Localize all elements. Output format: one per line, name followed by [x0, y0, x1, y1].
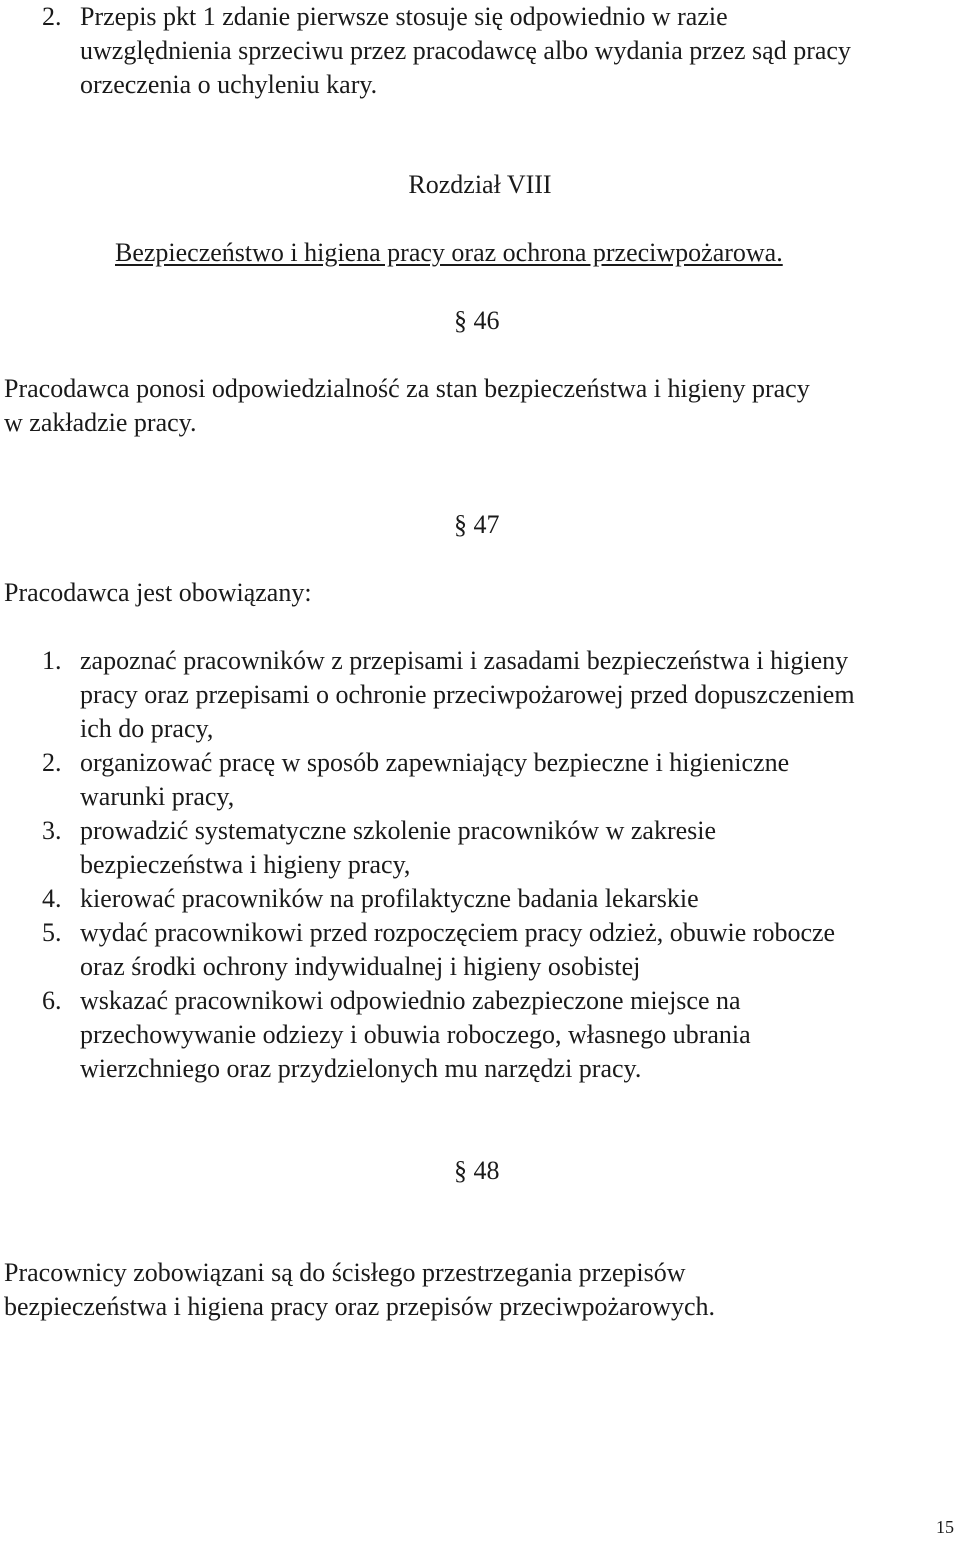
section-46-text-line: w zakładzie pracy.: [4, 408, 197, 437]
text-line: zapoznać pracowników z przepisami i zasadami bezpieczeństwa i higieny: [80, 646, 849, 675]
text-line: uwzględnienia sprzeciwu przez pracodawcę albo wydania przez sąd pracy: [80, 36, 851, 65]
text-line: warunki pracy,: [80, 782, 235, 811]
list-item-number: 4.: [42, 884, 62, 913]
list-item-text: [80, 644, 960, 746]
list-item-text: [80, 882, 960, 916]
list-item-number: 5.: [42, 918, 62, 947]
text-line: bezpieczeństwa i higieny pracy,: [80, 850, 411, 879]
text-line: prowadzić systematyczne szkolenie pracowników w zakresie: [80, 816, 717, 845]
chapter-heading: Rozdział VIII: [408, 170, 552, 199]
text-line: kierować pracowników na profilaktyczne badania lekarskie: [80, 884, 699, 913]
page-number: 15: [936, 1517, 954, 1537]
text-line: pracy oraz przepisami o ochronie przeciwpożarowej przed dopuszczeniem: [80, 680, 855, 709]
text-line: orzeczenia o uchyleniu kary.: [80, 70, 378, 99]
list-item-text: [80, 814, 960, 882]
section-48-text-line: bezpieczeństwa i higiena pracy oraz przepisów przeciwpożarowych.: [4, 1292, 716, 1321]
section-sign-47: § 47: [454, 510, 500, 539]
list-item-number: 2.: [42, 2, 62, 31]
section-47-intro: Pracodawca jest obowiązany:: [4, 578, 312, 607]
text-line: organizować pracę w sposób zapewniający bezpieczne i higieniczne: [80, 748, 790, 777]
text-line: wierzchniego oraz przydzielonych mu narzędzi pracy.: [80, 1054, 642, 1083]
list-item-text: [80, 746, 960, 814]
text-line: oraz środki ochrony indywidualnej i higieny osobistej: [80, 952, 641, 981]
section-sign-46: § 46: [454, 306, 500, 335]
text-line: wskazać pracownikowi odpowiednio zabezpieczone miejsce na: [80, 986, 741, 1015]
text-line: Przepis pkt 1 zdanie pierwsze stosuje się odpowiednio w razie: [80, 2, 728, 31]
list-item-number: 6.: [42, 986, 62, 1015]
chapter-title: Bezpieczeństwo i higiena pracy oraz ochrona przeciwpożarowa.: [115, 238, 783, 267]
text-line: ich do pracy,: [80, 714, 214, 743]
list-item-text: [80, 0, 960, 102]
list-item-number: 1.: [42, 646, 62, 675]
list-item-number: 2.: [42, 748, 62, 777]
list-item-text: [80, 984, 960, 1086]
text-line: wydać pracownikowi przed rozpoczęciem pracy odzież, obuwie robocze: [80, 918, 836, 947]
text-line: przechowywanie odziezy i obuwia roboczego, własnego ubrania: [80, 1020, 751, 1049]
section-sign-48: § 48: [454, 1156, 500, 1185]
section-48-text-line: Pracownicy zobowiązani są do ścisłego przestrzegania przepisów: [4, 1258, 686, 1287]
list-item-number: 3.: [42, 816, 62, 845]
list-item-text: [80, 916, 960, 984]
section-46-text-line: Pracodawca ponosi odpowiedzialność za stan bezpieczeństwa i higieny pracy: [4, 374, 810, 403]
